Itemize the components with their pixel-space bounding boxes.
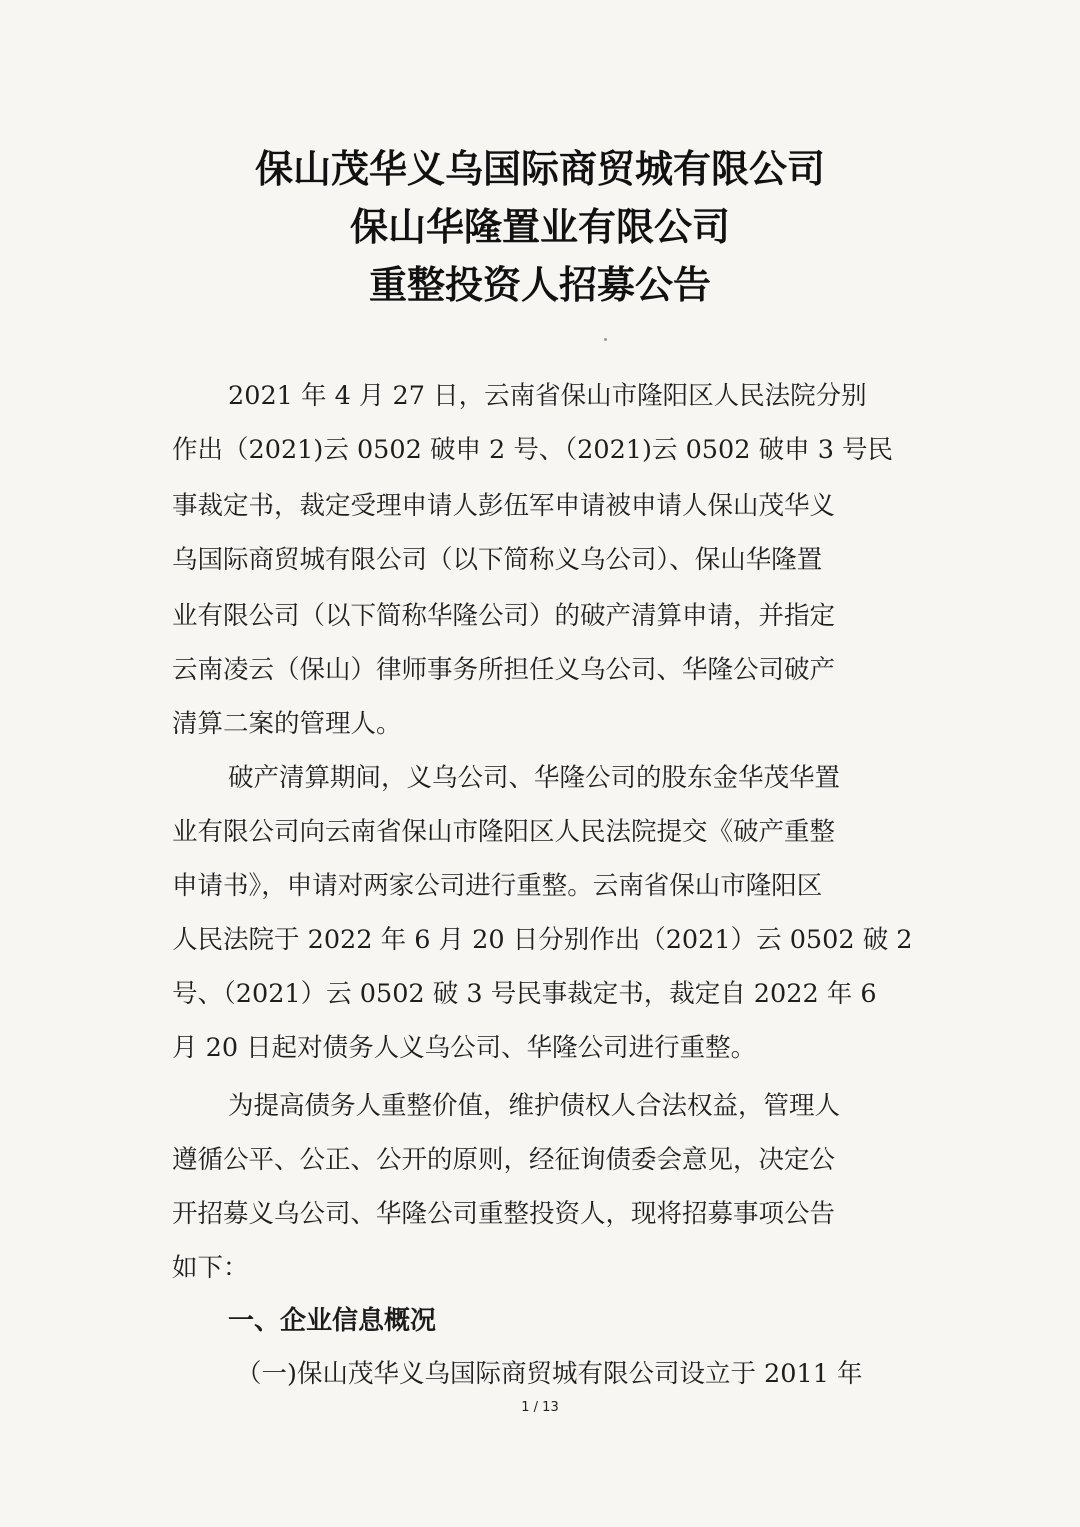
para3-line-2: 遵循公平、公正、公开的原则，经征询债委会意见，决定公	[172, 1145, 836, 1175]
scan-speck	[604, 338, 607, 341]
title-line-3: 重整投资人招募公告	[368, 263, 711, 307]
title-line-1: 保山茂华义乌国际商贸城有限公司	[254, 147, 825, 191]
para1-line-5: 业有限公司（以下简称华隆公司）的破产清算申请，并指定	[172, 601, 836, 631]
section1-line-1: （一)保山茂华义乌国际商贸城有限公司设立于 2011 年	[236, 1359, 863, 1389]
para1-line-7: 清算二案的管理人。	[172, 709, 402, 739]
para2-line-2: 业有限公司向云南省保山市隆阳区人民法院提交《破产重整	[172, 817, 836, 847]
para1-line-1: 2021 年 4 月 27 日，云南省保山市隆阳区人民法院分别	[228, 381, 867, 411]
section-heading-1: 一、企业信息概况	[228, 1306, 437, 1336]
para1-line-3: 事裁定书，裁定受理申请人彭伍军申请被申请人保山茂华义	[172, 491, 836, 521]
para2-line-5: 号、（2021）云 0502 破 3 号民事裁定书，裁定自 2022 年 6	[172, 979, 877, 1009]
para2-line-4: 人民法院于 2022 年 6 月 20 日分别作出（2021）云 0502 破 2	[172, 925, 913, 955]
para3-line-1: 为提高债务人重整价值，维护债权人合法权益，管理人	[228, 1091, 841, 1121]
para3-line-3: 开招募义乌公司、华隆公司重整投资人，现将招募事项公告	[172, 1199, 836, 1229]
para2-line-1: 破产清算期间，义乌公司、华隆公司的股东金华茂华置	[228, 763, 841, 793]
para3-line-4: 如下：	[172, 1253, 249, 1283]
title-line-2: 保山华隆置业有限公司	[349, 205, 730, 249]
para1-line-4: 乌国际商贸城有限公司（以下简称义乌公司）、保山华隆置	[172, 545, 823, 575]
para2-line-3: 申请书》，申请对两家公司进行重整。云南省保山市隆阳区	[172, 871, 823, 901]
para1-line-6: 云南凌云（保山）律师事务所担任义乌公司、华隆公司破产	[172, 655, 836, 685]
para1-line-2: 作出（2021)云 0502 破申 2 号、（2021)云 0502 破申 3 号民	[172, 435, 894, 465]
page-number: 1 / 13	[521, 1400, 559, 1415]
para2-line-6: 月 20 日起对债务人义乌公司、华隆公司进行重整。	[172, 1033, 757, 1063]
